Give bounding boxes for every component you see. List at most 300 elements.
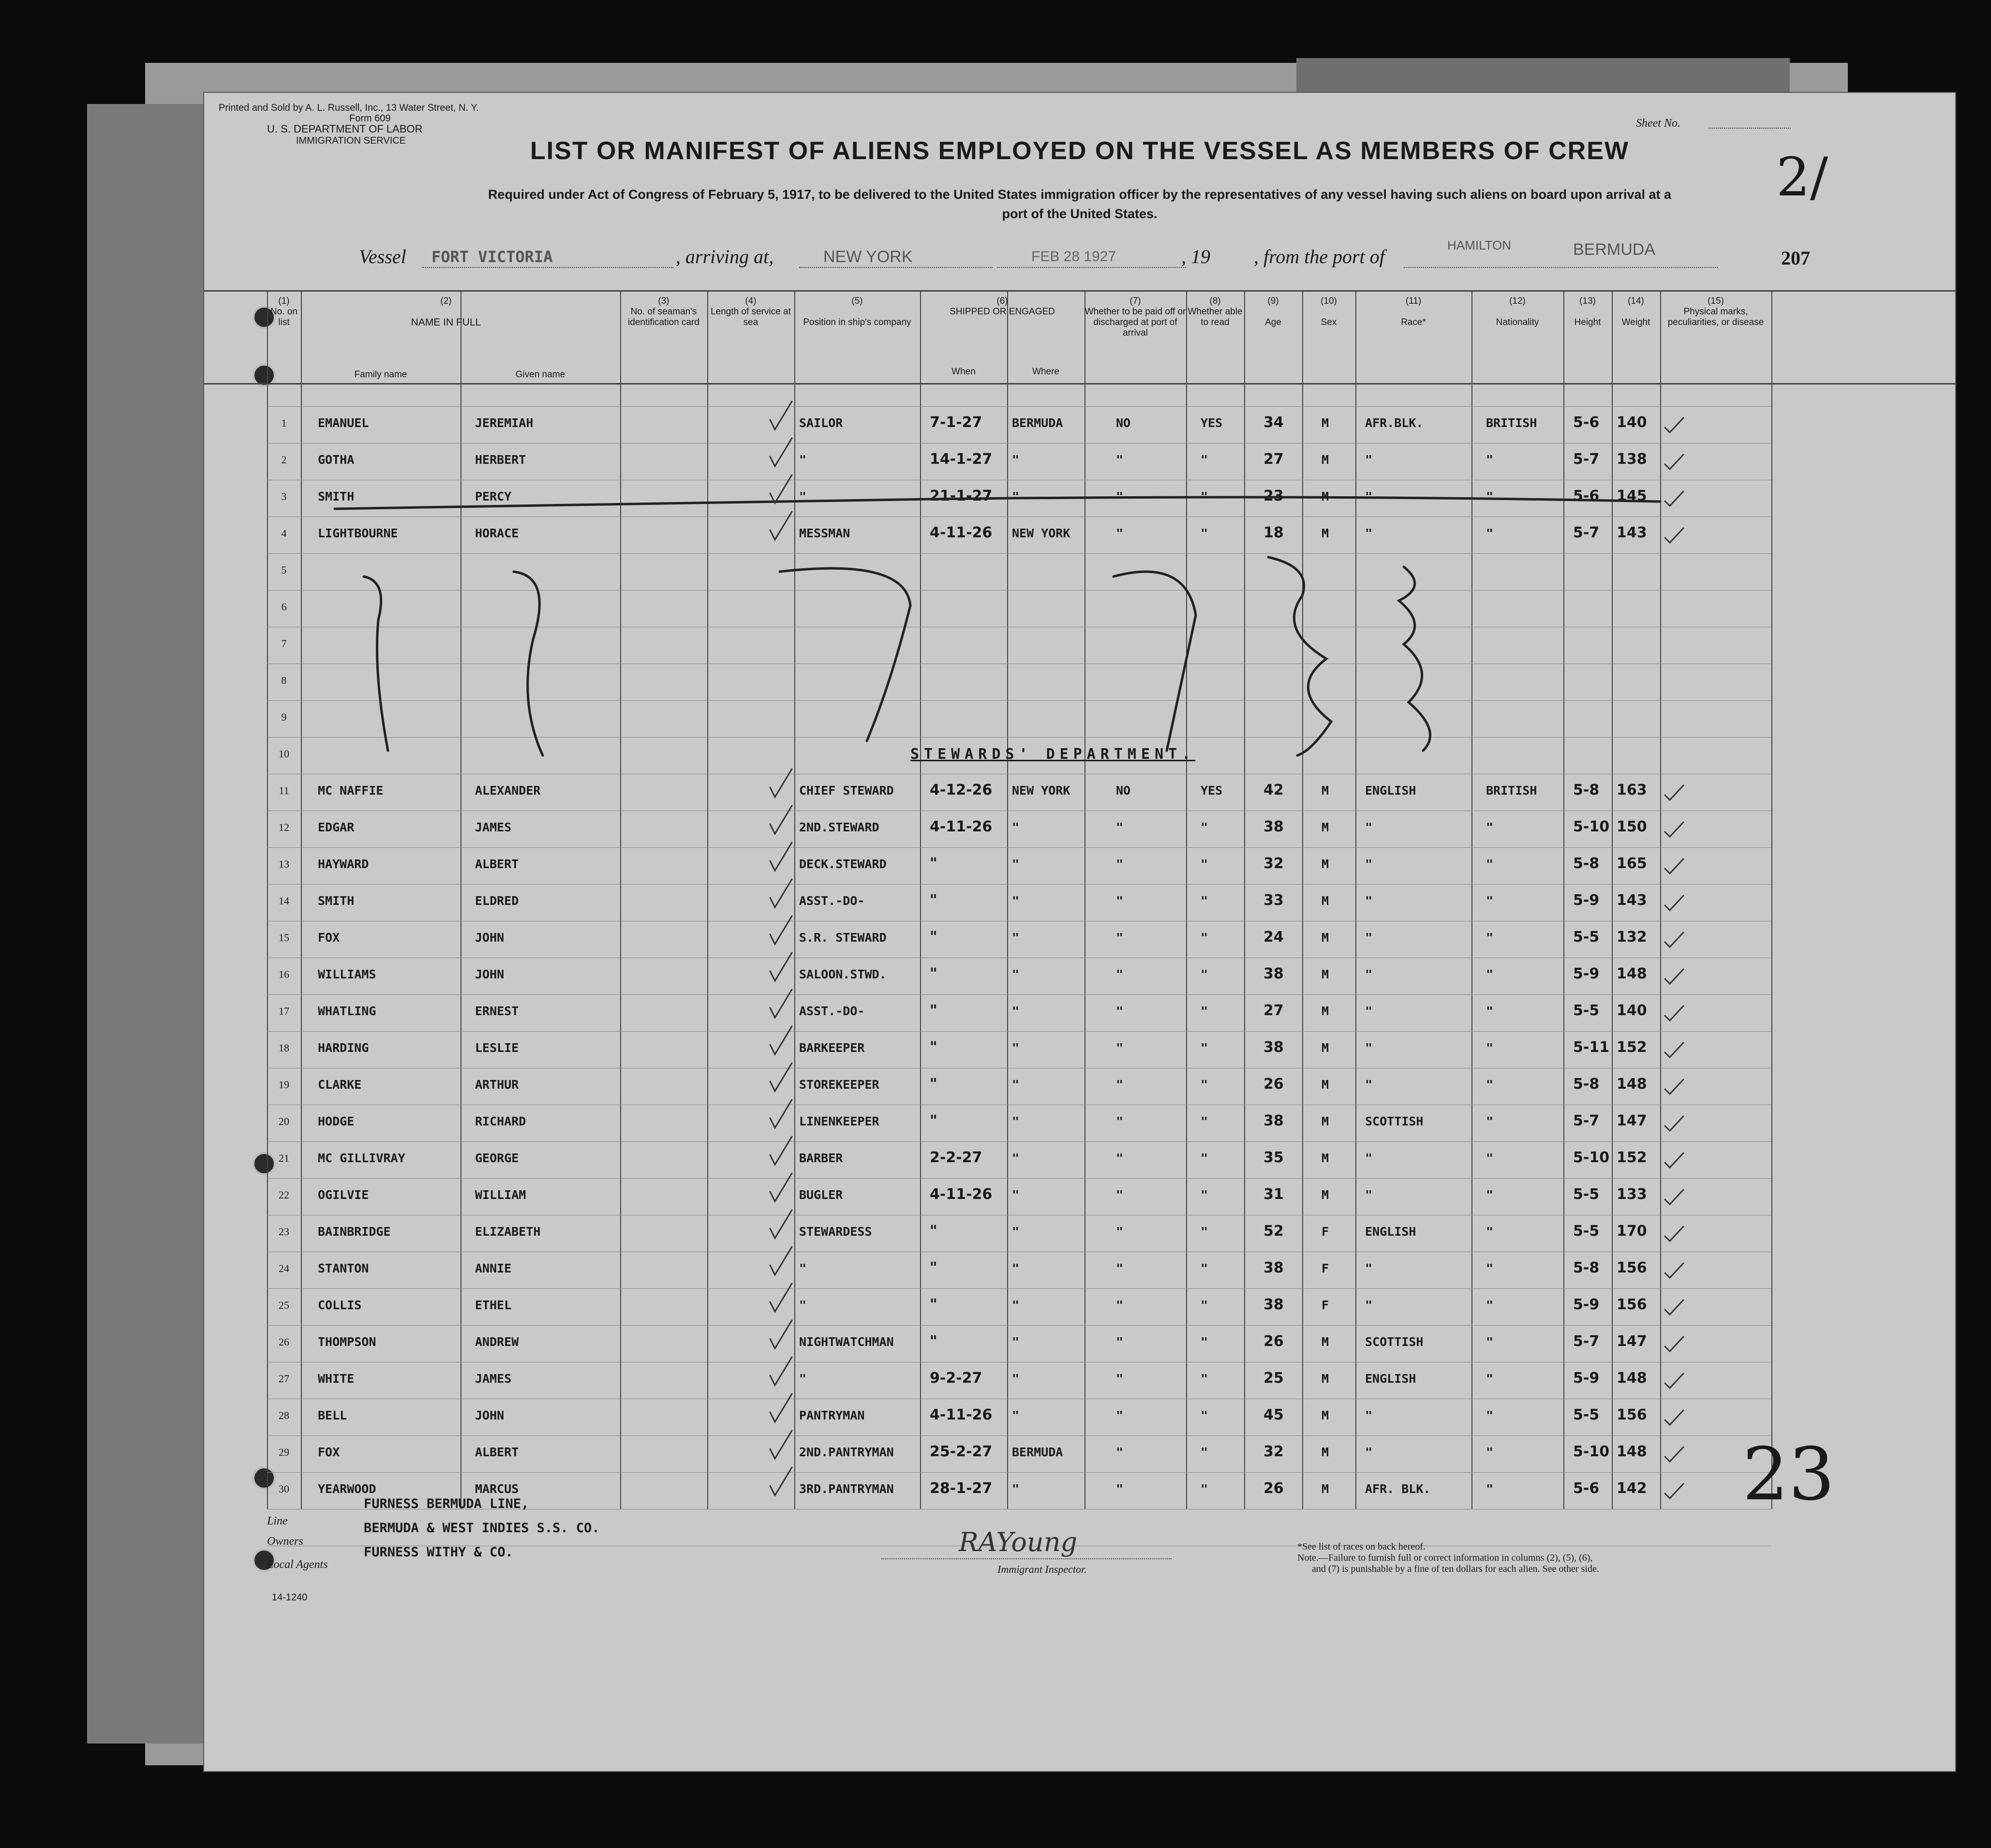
cell-nat: " xyxy=(1486,1298,1494,1312)
cell-sex: M xyxy=(1322,1482,1329,1496)
cell-race: " xyxy=(1365,1188,1373,1202)
ditto-stroke-paid xyxy=(1114,572,1196,751)
cell-weight: 140 xyxy=(1617,1002,1647,1019)
cell-age: 26 xyxy=(1263,1480,1284,1497)
cell-paid: " xyxy=(1116,1188,1124,1202)
col-given-name: Given name xyxy=(515,370,565,380)
cell-nat: " xyxy=(1486,1372,1494,1386)
ditto-stroke-family xyxy=(364,577,388,751)
vessel-label: Vessel xyxy=(359,246,406,267)
cell-race: SCOTTISH xyxy=(1365,1335,1424,1349)
cell-paid: " xyxy=(1116,1335,1124,1349)
col-family-name: Family name xyxy=(354,370,407,380)
cell-sex: M xyxy=(1322,894,1329,908)
check-mark-icon xyxy=(1665,1263,1683,1278)
row-number: 20 xyxy=(279,1115,289,1127)
cell-sex: F xyxy=(1322,1225,1329,1239)
cell-nat: " xyxy=(1486,1261,1494,1275)
cell-given: JAMES xyxy=(475,1372,512,1386)
check-mark-icon xyxy=(1665,1447,1683,1462)
department: U. S. DEPARTMENT OF LABOR xyxy=(267,123,423,135)
cell-read: " xyxy=(1201,1335,1208,1349)
cell-sex: M xyxy=(1322,1335,1329,1349)
cell-nat: " xyxy=(1486,820,1494,834)
row-number: 8 xyxy=(281,674,287,686)
check-mark-icon xyxy=(770,953,792,981)
check-mark-icon xyxy=(1665,896,1683,910)
col-paid-off: (7) Whether to be paid off or discharged at port of arrival xyxy=(1085,296,1186,338)
ditto-stroke-age xyxy=(1268,557,1331,755)
check-mark-icon xyxy=(770,438,792,466)
check-mark-icon xyxy=(1665,1337,1683,1351)
check-mark-icon xyxy=(770,769,792,797)
cell-where: " xyxy=(1012,1408,1020,1422)
cell-paid: " xyxy=(1116,1482,1124,1496)
cell-age: 25 xyxy=(1263,1370,1284,1387)
sheet-label: Sheet No. xyxy=(1636,117,1680,130)
cell-position: 2ND.STEWARD xyxy=(799,820,879,834)
cell-when: " xyxy=(930,855,937,872)
col-when: When xyxy=(951,367,976,377)
cell-family: BELL xyxy=(318,1408,347,1422)
cell-age: 27 xyxy=(1263,1002,1284,1019)
form-number: Form 609 xyxy=(349,113,391,124)
cell-given: ANNIE xyxy=(475,1261,512,1275)
cell-when: 9-2-27 xyxy=(930,1370,982,1387)
cell-given: JOHN xyxy=(475,1408,505,1422)
cell-race: " xyxy=(1365,526,1373,540)
cell-race: " xyxy=(1365,1078,1373,1092)
check-mark-icon xyxy=(770,475,792,503)
cell-family: YEARWOOD xyxy=(318,1482,376,1496)
cell-position: BUGLER xyxy=(799,1188,843,1202)
cell-family: WILLIAMS xyxy=(318,967,376,981)
cell-paid: " xyxy=(1116,1078,1124,1092)
cell-paid: " xyxy=(1116,526,1124,540)
line-label: Line xyxy=(267,1515,288,1527)
cell-where: NEW YORK xyxy=(1012,784,1070,798)
cell-when: " xyxy=(930,1039,937,1056)
cell-sex: M xyxy=(1322,1372,1329,1386)
cell-where: " xyxy=(1012,489,1020,503)
cell-age: 38 xyxy=(1263,1259,1284,1276)
cell-sex: M xyxy=(1322,931,1329,945)
cell-where: NEW YORK xyxy=(1012,526,1070,540)
cell-height: 5-9 xyxy=(1573,892,1600,909)
cell-age: 32 xyxy=(1263,1443,1284,1460)
cell-when: " xyxy=(930,929,937,946)
cell-family: STANTON xyxy=(318,1261,369,1275)
cell-family: FOX xyxy=(318,1445,340,1459)
cell-sex: M xyxy=(1322,967,1329,981)
check-mark-icon xyxy=(1665,969,1683,984)
row-number: 13 xyxy=(279,858,289,870)
row-number: 25 xyxy=(279,1299,289,1311)
cell-nat: " xyxy=(1486,1151,1494,1165)
cell-weight: 142 xyxy=(1617,1480,1647,1497)
cell-family: WHITE xyxy=(318,1372,355,1386)
check-mark-icon xyxy=(770,1137,792,1165)
cell-when: 4-11-26 xyxy=(930,1406,993,1423)
row-number: 3 xyxy=(281,490,287,503)
cell-age: 32 xyxy=(1263,855,1284,872)
cell-family: EDGAR xyxy=(318,820,355,834)
cell-weight: 152 xyxy=(1617,1149,1647,1166)
ditto-stroke-given xyxy=(514,572,543,755)
check-mark-icon xyxy=(770,990,792,1018)
cell-read: " xyxy=(1201,1188,1208,1202)
cell-where: " xyxy=(1012,1261,1020,1275)
printer-line: Printed and Sold by A. L. Russell, Inc., 13 Water Street, N. Y. xyxy=(219,103,479,113)
cell-age: 34 xyxy=(1263,414,1284,431)
cell-when: 4-11-26 xyxy=(930,1186,993,1203)
cell-family: HODGE xyxy=(318,1114,355,1128)
cell-paid: " xyxy=(1116,1261,1124,1275)
row-number: 12 xyxy=(279,821,289,833)
cell-weight: 147 xyxy=(1617,1112,1647,1129)
cell-paid: " xyxy=(1116,1114,1124,1128)
check-mark-icon xyxy=(1665,1227,1683,1241)
cell-race: " xyxy=(1365,820,1373,834)
cell-height: 5-8 xyxy=(1573,1259,1600,1276)
cell-given: ELDRED xyxy=(475,894,519,908)
cell-given: JOHN xyxy=(475,967,505,981)
cell-when: " xyxy=(930,1223,937,1240)
agents-label: Local Agents xyxy=(267,1558,328,1571)
row-number: 10 xyxy=(279,748,289,760)
cell-sex: M xyxy=(1322,1041,1329,1055)
cell-read: " xyxy=(1201,1445,1208,1459)
cell-given: ARTHUR xyxy=(475,1078,519,1092)
cell-weight: 156 xyxy=(1617,1406,1647,1423)
check-mark-icon xyxy=(1665,932,1683,947)
cell-read: " xyxy=(1201,1151,1208,1165)
cell-nat: BRITISH xyxy=(1486,416,1537,430)
cell-nat: " xyxy=(1486,1445,1494,1459)
cell-race: " xyxy=(1365,1445,1373,1459)
cell-position: S.R. STEWARD xyxy=(799,931,887,945)
cell-sex: F xyxy=(1322,1298,1329,1312)
row-number: 7 xyxy=(281,637,287,650)
cell-read: " xyxy=(1201,857,1208,871)
cell-paid: " xyxy=(1116,1372,1124,1386)
check-mark-icon xyxy=(770,1173,792,1201)
check-mark-icon xyxy=(1665,1043,1683,1057)
cell-race: " xyxy=(1365,894,1373,908)
cell-nat: " xyxy=(1486,1078,1494,1092)
owners-label: Owners xyxy=(267,1535,303,1548)
cell-given: ETHEL xyxy=(475,1298,512,1312)
cell-sex: F xyxy=(1322,1261,1329,1275)
row-number: 16 xyxy=(279,968,289,980)
col-physical: (15) Physical marks, peculiarities, or disease xyxy=(1667,296,1764,327)
check-mark-icon xyxy=(770,512,792,540)
cell-height: 5-7 xyxy=(1573,451,1600,468)
cell-when: 28-1-27 xyxy=(930,1480,993,1497)
row-number: 23 xyxy=(279,1226,289,1238)
check-mark-icon xyxy=(1665,1079,1683,1094)
strikeout-line xyxy=(335,497,1660,509)
cell-age: 26 xyxy=(1263,1076,1284,1093)
col-sex: (10) Sex xyxy=(1321,296,1337,327)
cell-nat: " xyxy=(1486,1188,1494,1202)
col-height: (13) Height xyxy=(1574,296,1601,327)
cell-where: " xyxy=(1012,931,1020,945)
row-number: 21 xyxy=(279,1152,289,1164)
cell-when: 7-1-27 xyxy=(930,414,982,431)
col-read: (8) Whether able to read xyxy=(1188,296,1243,327)
check-mark-icon xyxy=(1665,859,1683,873)
cell-age: 33 xyxy=(1263,892,1284,909)
row-number: 19 xyxy=(279,1079,289,1091)
cell-given: JEREMIAH xyxy=(475,416,534,430)
cell-position: LINENKEEPER xyxy=(799,1114,879,1128)
cell-paid: " xyxy=(1116,1225,1124,1239)
cell-nat: " xyxy=(1486,489,1494,503)
cell-family: MC NAFFIE xyxy=(318,784,384,798)
cell-family: GOTHA xyxy=(318,453,355,467)
agents-value: FURNESS WITHY & CO. xyxy=(364,1545,513,1560)
cell-where: " xyxy=(1012,894,1020,908)
cell-nat: " xyxy=(1486,453,1494,467)
vessel-name: FORT VICTORIA xyxy=(431,248,553,266)
col-race: (11) Race* xyxy=(1401,296,1426,327)
col-nationality: (12) Nationality xyxy=(1496,296,1539,327)
cell-read: " xyxy=(1201,1482,1208,1496)
cell-nat: " xyxy=(1486,894,1494,908)
cell-weight: 140 xyxy=(1617,414,1647,431)
check-mark-icon xyxy=(1665,455,1683,469)
cell-family: COLLIS xyxy=(318,1298,362,1312)
cell-sex: M xyxy=(1322,416,1329,430)
check-mark-icon xyxy=(770,1320,792,1348)
check-mark-icon xyxy=(770,1394,792,1422)
cell-position: " xyxy=(799,1298,807,1312)
cell-given: ALBERT xyxy=(475,857,519,871)
cell-where: " xyxy=(1012,1372,1020,1386)
row-number: 27 xyxy=(279,1373,289,1385)
cell-read: " xyxy=(1201,1225,1208,1239)
cell-position: STOREKEEPER xyxy=(799,1078,879,1092)
row-number: 29 xyxy=(279,1446,289,1458)
cell-position: SALOON.STWD. xyxy=(799,967,887,981)
row-number: 4 xyxy=(281,527,287,539)
check-mark-icon xyxy=(770,916,792,944)
row-number: 5 xyxy=(281,564,287,576)
cell-read: " xyxy=(1201,894,1208,908)
cell-nat: " xyxy=(1486,1408,1494,1422)
check-mark-icon xyxy=(770,1063,792,1091)
page-title: LIST OR MANIFEST OF ALIENS EMPLOYED ON THE VESSEL AS MEMBERS OF CREW xyxy=(530,137,1629,165)
cell-paid: " xyxy=(1116,1298,1124,1312)
cell-weight: 147 xyxy=(1617,1333,1647,1350)
cell-read: " xyxy=(1201,1261,1208,1275)
cell-nat: " xyxy=(1486,1225,1494,1239)
check-mark-icon xyxy=(1665,1116,1683,1131)
note-1: *See list of races on back hereof. xyxy=(1297,1541,1426,1552)
check-mark-icon xyxy=(1665,1410,1683,1425)
cell-when: 21-1-27 xyxy=(930,488,993,504)
cell-height: 5-10 xyxy=(1573,1443,1610,1460)
check-mark-icon xyxy=(770,1357,792,1385)
cell-family: BAINBRIDGE xyxy=(318,1225,391,1239)
col-position: (5) Position in ship's company xyxy=(803,296,911,327)
cell-nat: " xyxy=(1486,967,1494,981)
cell-family: WHATLING xyxy=(318,1004,376,1018)
cell-weight: 152 xyxy=(1617,1039,1647,1056)
cell-race: " xyxy=(1365,453,1373,467)
cell-family: MC GILLIVRAY xyxy=(318,1151,405,1165)
cell-paid: " xyxy=(1116,894,1124,908)
service: IMMIGRATION SERVICE xyxy=(296,135,406,146)
year-label: , 19 xyxy=(1181,246,1210,267)
cell-sex: M xyxy=(1322,857,1329,871)
cell-family: SMITH xyxy=(318,894,355,908)
cell-age: 18 xyxy=(1263,524,1284,541)
cell-given: LESLIE xyxy=(475,1041,519,1055)
cell-race: " xyxy=(1365,1004,1373,1018)
cell-given: ANDREW xyxy=(475,1335,519,1349)
cell-where: " xyxy=(1012,1004,1020,1018)
form-code: 14-1240 xyxy=(272,1592,308,1603)
check-mark-icon xyxy=(1665,1374,1683,1388)
check-mark-icon xyxy=(1665,1153,1683,1168)
cell-sex: M xyxy=(1322,1188,1329,1202)
row-number: 6 xyxy=(281,601,287,613)
cell-race: " xyxy=(1365,1408,1373,1422)
cell-paid: " xyxy=(1116,453,1124,467)
cell-when: 25-2-27 xyxy=(930,1443,993,1460)
row-number: 9 xyxy=(281,711,287,723)
cell-sex: M xyxy=(1322,526,1329,540)
cell-read: " xyxy=(1201,489,1208,503)
row-number: 30 xyxy=(279,1483,289,1495)
cell-weight: 138 xyxy=(1617,451,1647,468)
cell-read: YES xyxy=(1201,784,1223,798)
cell-nat: " xyxy=(1486,1335,1494,1349)
cell-given: ALEXANDER xyxy=(475,784,541,798)
cell-when: " xyxy=(930,1333,937,1350)
cell-given: RICHARD xyxy=(475,1114,526,1128)
cell-position: SAILOR xyxy=(799,416,843,430)
cell-position: BARBER xyxy=(799,1151,843,1165)
cell-nat: BRITISH xyxy=(1486,784,1537,798)
cell-paid: " xyxy=(1116,931,1124,945)
check-mark-icon xyxy=(1665,528,1683,543)
check-mark-icon xyxy=(1665,1484,1683,1498)
from-country: BERMUDA xyxy=(1573,240,1656,259)
cell-read: " xyxy=(1201,1298,1208,1312)
cell-weight: 148 xyxy=(1617,1076,1647,1093)
col-age: (9) Age xyxy=(1265,296,1281,327)
cell-given: ALBERT xyxy=(475,1445,519,1459)
cell-sex: M xyxy=(1322,1445,1329,1459)
cell-position: STEWARDESS xyxy=(799,1225,872,1239)
cell-position: PANTRYMAN xyxy=(799,1408,865,1422)
cell-weight: 143 xyxy=(1617,892,1647,909)
cell-height: 5-5 xyxy=(1573,929,1600,946)
cell-sex: M xyxy=(1322,1004,1329,1018)
cell-when: " xyxy=(930,1076,937,1093)
cell-read: " xyxy=(1201,453,1208,467)
cell-weight: 148 xyxy=(1617,1443,1647,1460)
cell-when: 4-11-26 xyxy=(930,818,993,835)
page-number: 207 xyxy=(1781,247,1810,269)
cell-read: " xyxy=(1201,1408,1208,1422)
arrival-date: FEB 28 1927 xyxy=(1031,249,1116,265)
check-mark-icon xyxy=(770,1100,792,1128)
col-where: Where xyxy=(1032,367,1059,377)
inspector-label: Immigrant Inspector. xyxy=(997,1563,1087,1575)
cell-height: 5-8 xyxy=(1573,782,1600,798)
cell-sex: M xyxy=(1322,1151,1329,1165)
cell-read: " xyxy=(1201,1004,1208,1018)
cell-family: EMANUEL xyxy=(318,416,369,430)
cell-height: 5-5 xyxy=(1573,1406,1600,1423)
cell-race: " xyxy=(1365,1151,1373,1165)
cell-read: " xyxy=(1201,931,1208,945)
cell-height: 5-7 xyxy=(1573,524,1600,541)
cell-where: " xyxy=(1012,1114,1020,1128)
cell-where: BERMUDA xyxy=(1012,416,1063,430)
check-mark-icon xyxy=(770,1467,792,1495)
section-heading: STEWARDS' DEPARTMENT. xyxy=(910,746,1196,763)
cell-age: 23 xyxy=(1263,488,1284,504)
cell-paid: " xyxy=(1116,857,1124,871)
cell-age: 35 xyxy=(1263,1149,1284,1166)
row-number: 18 xyxy=(279,1042,289,1054)
cell-race: " xyxy=(1365,931,1373,945)
manifest-page xyxy=(203,92,1956,1772)
row-number: 22 xyxy=(279,1189,289,1201)
cell-height: 5-7 xyxy=(1573,1112,1600,1129)
cell-sex: M xyxy=(1322,489,1329,503)
cell-where: BERMUDA xyxy=(1012,1445,1063,1459)
cell-given: JOHN xyxy=(475,931,505,945)
cell-position: MESSMAN xyxy=(799,526,850,540)
check-mark-icon xyxy=(1665,1190,1683,1204)
cell-given: HERBERT xyxy=(475,453,526,467)
cell-height: 5-9 xyxy=(1573,1296,1600,1313)
cell-weight: 133 xyxy=(1617,1186,1647,1203)
cell-weight: 170 xyxy=(1617,1223,1647,1240)
row-number: 2 xyxy=(281,454,287,466)
cell-weight: 148 xyxy=(1617,965,1647,982)
row-number: 17 xyxy=(279,1005,289,1017)
cell-read: " xyxy=(1201,526,1208,540)
col-name: (2) NAME IN FULL xyxy=(411,296,481,328)
cell-when: " xyxy=(930,1112,937,1129)
cell-nat: " xyxy=(1486,931,1494,945)
cell-given: ERNEST xyxy=(475,1004,519,1018)
cell-position: ASST.-DO- xyxy=(799,1004,865,1018)
row-number: 11 xyxy=(279,784,289,797)
cell-family: LIGHTBOURNE xyxy=(318,526,398,540)
cell-weight: 145 xyxy=(1617,488,1647,504)
check-mark-icon xyxy=(1665,418,1683,432)
cell-weight: 165 xyxy=(1617,855,1647,872)
cell-nat: " xyxy=(1486,526,1494,540)
cell-where: " xyxy=(1012,1335,1020,1349)
note-3: and (7) is punishable by a fine of ten dollars for each alien. See other side. xyxy=(1312,1564,1599,1574)
check-mark-icon xyxy=(770,1026,792,1054)
check-mark-icon xyxy=(770,879,792,907)
check-mark-icon xyxy=(770,1284,792,1312)
cell-position: 3RD.PANTRYMAN xyxy=(799,1482,894,1496)
row-number: 26 xyxy=(279,1336,289,1348)
cell-sex: M xyxy=(1322,1408,1329,1422)
row-number: 15 xyxy=(279,931,289,944)
